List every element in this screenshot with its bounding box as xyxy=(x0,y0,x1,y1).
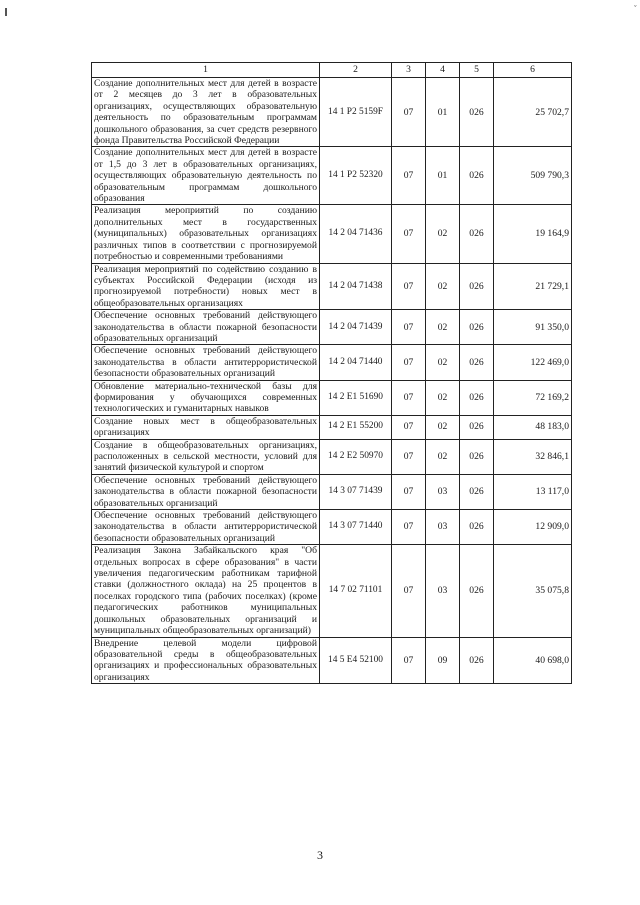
row-section-cell: 07 xyxy=(392,415,426,439)
header-col-1: 1 xyxy=(92,63,320,78)
row-subsection-cell: 02 xyxy=(426,415,460,439)
row-amount-cell: 91 350,0 xyxy=(494,310,572,345)
header-col-4: 4 xyxy=(426,63,460,78)
table-row xyxy=(92,310,572,345)
row-subsection-cell: 02 xyxy=(426,345,460,380)
row-name-cell: Создание новых мест в общеобразовательных организациях xyxy=(92,415,320,439)
row-grbs-cell: 026 xyxy=(460,345,494,380)
row-code-cell: 14 1 P2 52320 xyxy=(320,147,392,205)
row-subsection-cell: 03 xyxy=(426,474,460,509)
row-name-cell: Внедрение целевой модели цифровой образовательной среды в общеобразовательных организациях и профессиональных образовательных организациях xyxy=(92,637,320,684)
row-code-cell: 14 2 04 71438 xyxy=(320,263,392,310)
table-row xyxy=(92,205,572,263)
row-grbs-cell: 026 xyxy=(460,474,494,509)
row-section-cell: 07 xyxy=(392,147,426,205)
row-grbs-cell: 026 xyxy=(460,439,494,474)
row-section-cell: 07 xyxy=(392,263,426,310)
row-name-cell: Создание в общеобразовательных организациях, расположенных в сельской местности, условий для занятий физической культурой и спортом xyxy=(92,439,320,474)
row-subsection-cell: 03 xyxy=(426,545,460,637)
row-section-cell: 07 xyxy=(392,205,426,263)
row-code-cell: 14 1 P2 5159F xyxy=(320,78,392,147)
row-grbs-cell: 026 xyxy=(460,380,494,415)
table-row xyxy=(92,78,572,147)
row-amount-cell: 35 075,8 xyxy=(494,545,572,637)
row-code-cell: 14 5 E4 52100 xyxy=(320,637,392,684)
row-grbs-cell: 026 xyxy=(460,205,494,263)
row-section-cell: 07 xyxy=(392,510,426,545)
row-grbs-cell: 026 xyxy=(460,147,494,205)
row-grbs-cell: 026 xyxy=(460,637,494,684)
row-subsection-cell: 02 xyxy=(426,205,460,263)
row-section-cell: 07 xyxy=(392,637,426,684)
row-section-cell: 07 xyxy=(392,439,426,474)
table-row xyxy=(92,415,572,439)
row-grbs-cell: 026 xyxy=(460,78,494,147)
row-section-cell: 07 xyxy=(392,310,426,345)
row-subsection-cell: 02 xyxy=(426,310,460,345)
row-code-cell: 14 2 04 71440 xyxy=(320,345,392,380)
row-amount-cell: 72 169,2 xyxy=(494,380,572,415)
table-row xyxy=(92,510,572,545)
row-code-cell: 14 2 04 71436 xyxy=(320,205,392,263)
header-col-5: 5 xyxy=(460,63,494,78)
row-name-cell: Обновление материально-технической базы для формирования у обучающихся современных технологических и гуманитарных навыков xyxy=(92,380,320,415)
table-row xyxy=(92,474,572,509)
row-code-cell: 14 2 04 71439 xyxy=(320,310,392,345)
row-code-cell: 14 3 07 71439 xyxy=(320,474,392,509)
scan-tick-mark: ˇ xyxy=(634,4,637,13)
row-grbs-cell: 026 xyxy=(460,310,494,345)
row-code-cell: 14 3 07 71440 xyxy=(320,510,392,545)
row-amount-cell: 48 183,0 xyxy=(494,415,572,439)
row-name-cell: Создание дополнительных мест для детей в возрасте от 1,5 до 3 лет в образовательных организациях, осуществляющих образовательную деятельность по образовательным программам дошкольного образования xyxy=(92,147,320,205)
row-amount-cell: 509 790,3 xyxy=(494,147,572,205)
row-amount-cell: 21 729,1 xyxy=(494,263,572,310)
row-name-cell: Обеспечение основных требований действующего законодательства в области пожарной безопасности образовательных организаций xyxy=(92,474,320,509)
row-subsection-cell: 02 xyxy=(426,439,460,474)
header-col-3: 3 xyxy=(392,63,426,78)
table-row xyxy=(92,439,572,474)
row-grbs-cell: 026 xyxy=(460,415,494,439)
table-row xyxy=(92,345,572,380)
page-number: 3 xyxy=(317,848,323,862)
row-amount-cell: 122 469,0 xyxy=(494,345,572,380)
row-code-cell: 14 7 02 71101 xyxy=(320,545,392,637)
header-col-2: 2 xyxy=(320,63,392,78)
row-amount-cell: 13 117,0 xyxy=(494,474,572,509)
row-section-cell: 07 xyxy=(392,380,426,415)
row-subsection-cell: 01 xyxy=(426,147,460,205)
table-body xyxy=(92,63,572,684)
row-code-cell: 14 2 E1 55200 xyxy=(320,415,392,439)
row-subsection-cell: 02 xyxy=(426,263,460,310)
row-code-cell: 14 2 E1 51690 xyxy=(320,380,392,415)
table-row xyxy=(92,263,572,310)
row-section-cell: 07 xyxy=(392,545,426,637)
row-name-cell: Реализация мероприятий по содействию созданию в субъектах Российской Федерации (исходя из прогнозируемой потребности) новых мест в общеобразовательных организациях xyxy=(92,263,320,310)
row-amount-cell: 40 698,0 xyxy=(494,637,572,684)
row-subsection-cell: 01 xyxy=(426,78,460,147)
row-section-cell: 07 xyxy=(392,345,426,380)
row-name-cell: Реализация мероприятий по созданию дополнительных мест в государственных (муниципальных) образовательных организациях различных типов в соответствии с прогнозируемой потребностью и современными требованиями xyxy=(92,205,320,263)
row-name-cell: Обеспечение основных требований действующего законодательства в области антитеррористической безопасности образовательных организаций xyxy=(92,510,320,545)
table-row xyxy=(92,380,572,415)
row-amount-cell: 25 702,7 xyxy=(494,78,572,147)
row-section-cell: 07 xyxy=(392,474,426,509)
header-col-6: 6 xyxy=(494,63,572,78)
table-row xyxy=(92,147,572,205)
table-row xyxy=(92,545,572,637)
row-subsection-cell: 09 xyxy=(426,637,460,684)
budget-allocation-table xyxy=(91,62,572,684)
row-subsection-cell: 03 xyxy=(426,510,460,545)
row-grbs-cell: 026 xyxy=(460,263,494,310)
row-amount-cell: 12 909,0 xyxy=(494,510,572,545)
row-section-cell: 07 xyxy=(392,78,426,147)
row-amount-cell: 32 846,1 xyxy=(494,439,572,474)
row-grbs-cell: 026 xyxy=(460,510,494,545)
row-code-cell: 14 2 E2 50970 xyxy=(320,439,392,474)
row-name-cell: Реализация Закона Забайкальского края "Об отдельных вопросах в сфере образования" в части увеличения педагогическим работникам тарифной ставки (должностного оклада) на 25 процентов в поселках городского типа (рабочих поселках) (кроме педагогических работников муниципальных дошкольных образовательных организаций и муниципальных общеобразовательных организаций) xyxy=(92,545,320,637)
table-header-row xyxy=(92,63,572,78)
row-name-cell: Обеспечение основных требований действующего законодательства в области пожарной безопасности образовательных организаций xyxy=(92,310,320,345)
row-name-cell: Обеспечение основных требований действующего законодательства в области антитеррористической безопасности образовательных организаций xyxy=(92,345,320,380)
table-row xyxy=(92,637,572,684)
row-name-cell: Создание дополнительных мест для детей в возрасте от 2 месяцев до 3 лет в образовательных организациях, осуществляющих образовательную деятельность по образовательным программам дошкольного образования, за счет средств резервного фонда Правительства Российской Федерации xyxy=(92,78,320,147)
row-amount-cell: 19 164,9 xyxy=(494,205,572,263)
row-subsection-cell: 02 xyxy=(426,380,460,415)
scan-artifact xyxy=(5,8,7,16)
row-grbs-cell: 026 xyxy=(460,545,494,637)
